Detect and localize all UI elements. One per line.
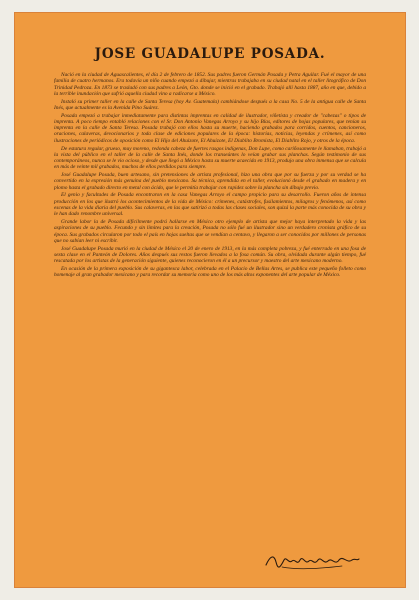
signature [262,548,362,574]
broadsheet-page [14,12,406,588]
paragraph: El genio y facultades de Posada encontraron en la casa Vanegas Arroyo el campo propicio para su desarrollo. Fueron años de intensa producción en los que ilustró los acontecimientos de la vida de México: crímenes, catástrofes, fusilamientos, milagros y fenómenos, así como escenas de la vida diaria del pueblo. Sus calaveras, en las que satirizó a todas las clases sociales, son quizá la parte más conocida de su obra y le han dado renombre universal. [54,192,366,218]
paragraph: Nació en la ciudad de Aguascalientes, el día 2 de febrero de 1852. Sus padres fueron Germán Posada y Petra Aguilar. Fué el mayor de una familia de cuatro hermanos. Era todavía un niño cuando empezó a dibujar, mientras trabajaba en su ciudad natal en el taller litográfico de Don Trinidad Pedroza. En 1873 se trasladó con sus padres a León, Gto. donde se inició en el grabado. Trabajó allí hasta 1887, año en que, debido a la terrible inundación que sufrió aquella ciudad vino a radicarse a México. [54,72,366,97]
paragraph: Instaló su primer taller en la calle de Santa Teresa (hoy Av. Guatemala) cambiándose después a la casa No. 5 de la antigua calle de Santa Inés, que actualmente es la Avenida Pino Suárez. [54,98,366,111]
page-title: JOSE GUADALUPE POSADA. [94,46,326,62]
paragraph: Grande labor la de Posada difícilmente podrá hallarse en México otro ejemplo de artista que mejor haya interpretado la vida y las aspiraciones de su pueblo. Fecundo y sin límites para la creación, Posada no sólo fué un ilustrador sino un verdadero cronista gráfico de su época. Sus grabados circularon por todo el país en hojas sueltas que se vendían a centavo, y llegaron a ser conocidos por millones de personas que no sabían leer ni escribir. [54,219,366,244]
paragraph: José Guadalupe Posada, buen artesano, sin pretensiones de artista profesional, hizo una obra que por su fuerza y por su verdad se ha convertido en la expresión más genuina del pueblo mexicano. Su técnica, aprendida en el taller, evolucionó desde el grabado en madera y en plomo hasta el grabado directo en metal con ácido, que le permitía trabajar con rapidez sobre la plancha sin dibujo previo. [54,172,366,191]
paragraph: Posada empezó a trabajar inmediatamente para distintas imprentas en calidad de ilustrador, viñetista y creador de "cabezas" o tipos de imprenta. A poco tiempo entabló relaciones con el Sr. Don Antonio Vanegas Arroyo y su hijo Blas, editores de hojas populares, que tenían su imprenta en la calle de Santa Teresa. Posada trabajó con ellos hasta su muerte, haciendo grabados para corridos, cuentos, cancioneros, oraciones, calaveras, devocionarios y toda clase de ediciones populares de la época: historias, noticias, leyendas y crímenes, así como ilustraciones de periódicos de oposición como El Hijo del Ahuizote, El Ahuizote, El Diablito Bromista, El Diablito Rojo, y otros de la época. [54,112,366,144]
paragraph: En ocasión de la primera exposición de su gigantesca labor, celebrada en el Palacio de Bellas Artes, se publica este pequeño folleto como homenaje al gran grabador mexicano y para recordar su memoria como uno de los más altos exponentes del arte popular de México. [54,266,366,279]
body-text [54,72,366,280]
paragraph: De estatura regular, grueso, muy moreno, redonda cabeza de fuertes rasgos indígenas, Don Lupe, como cariñosamente le llamaban, trabajó a la vista del público en el taller de la calle de Santa Inés, donde los transeúntes lo veían grabar sus planchas. Según testimonio de sus contemporáneos, nunca se le vio ocioso, y desde que llegó a México hasta su muerte acaecida en 1913, produjo una obra inmensa que se calcula en más de veinte mil grabados, muchos de ellos perdidos para siempre. [54,145,366,171]
paragraph: José Guadalupe Posada murió en la ciudad de México el 20 de enero de 1913, en la más completa pobreza, y fué enterrado en una fosa de sexta clase en el Panteón de Dolores. Años después sus restos fueron llevados a la fosa común. Su obra, olvidada durante algún tiempo, fué rescatada por los artistas de la generación siguiente, quienes reconocieron en él a un precursor y maestro del arte mexicano moderno. [54,245,366,265]
